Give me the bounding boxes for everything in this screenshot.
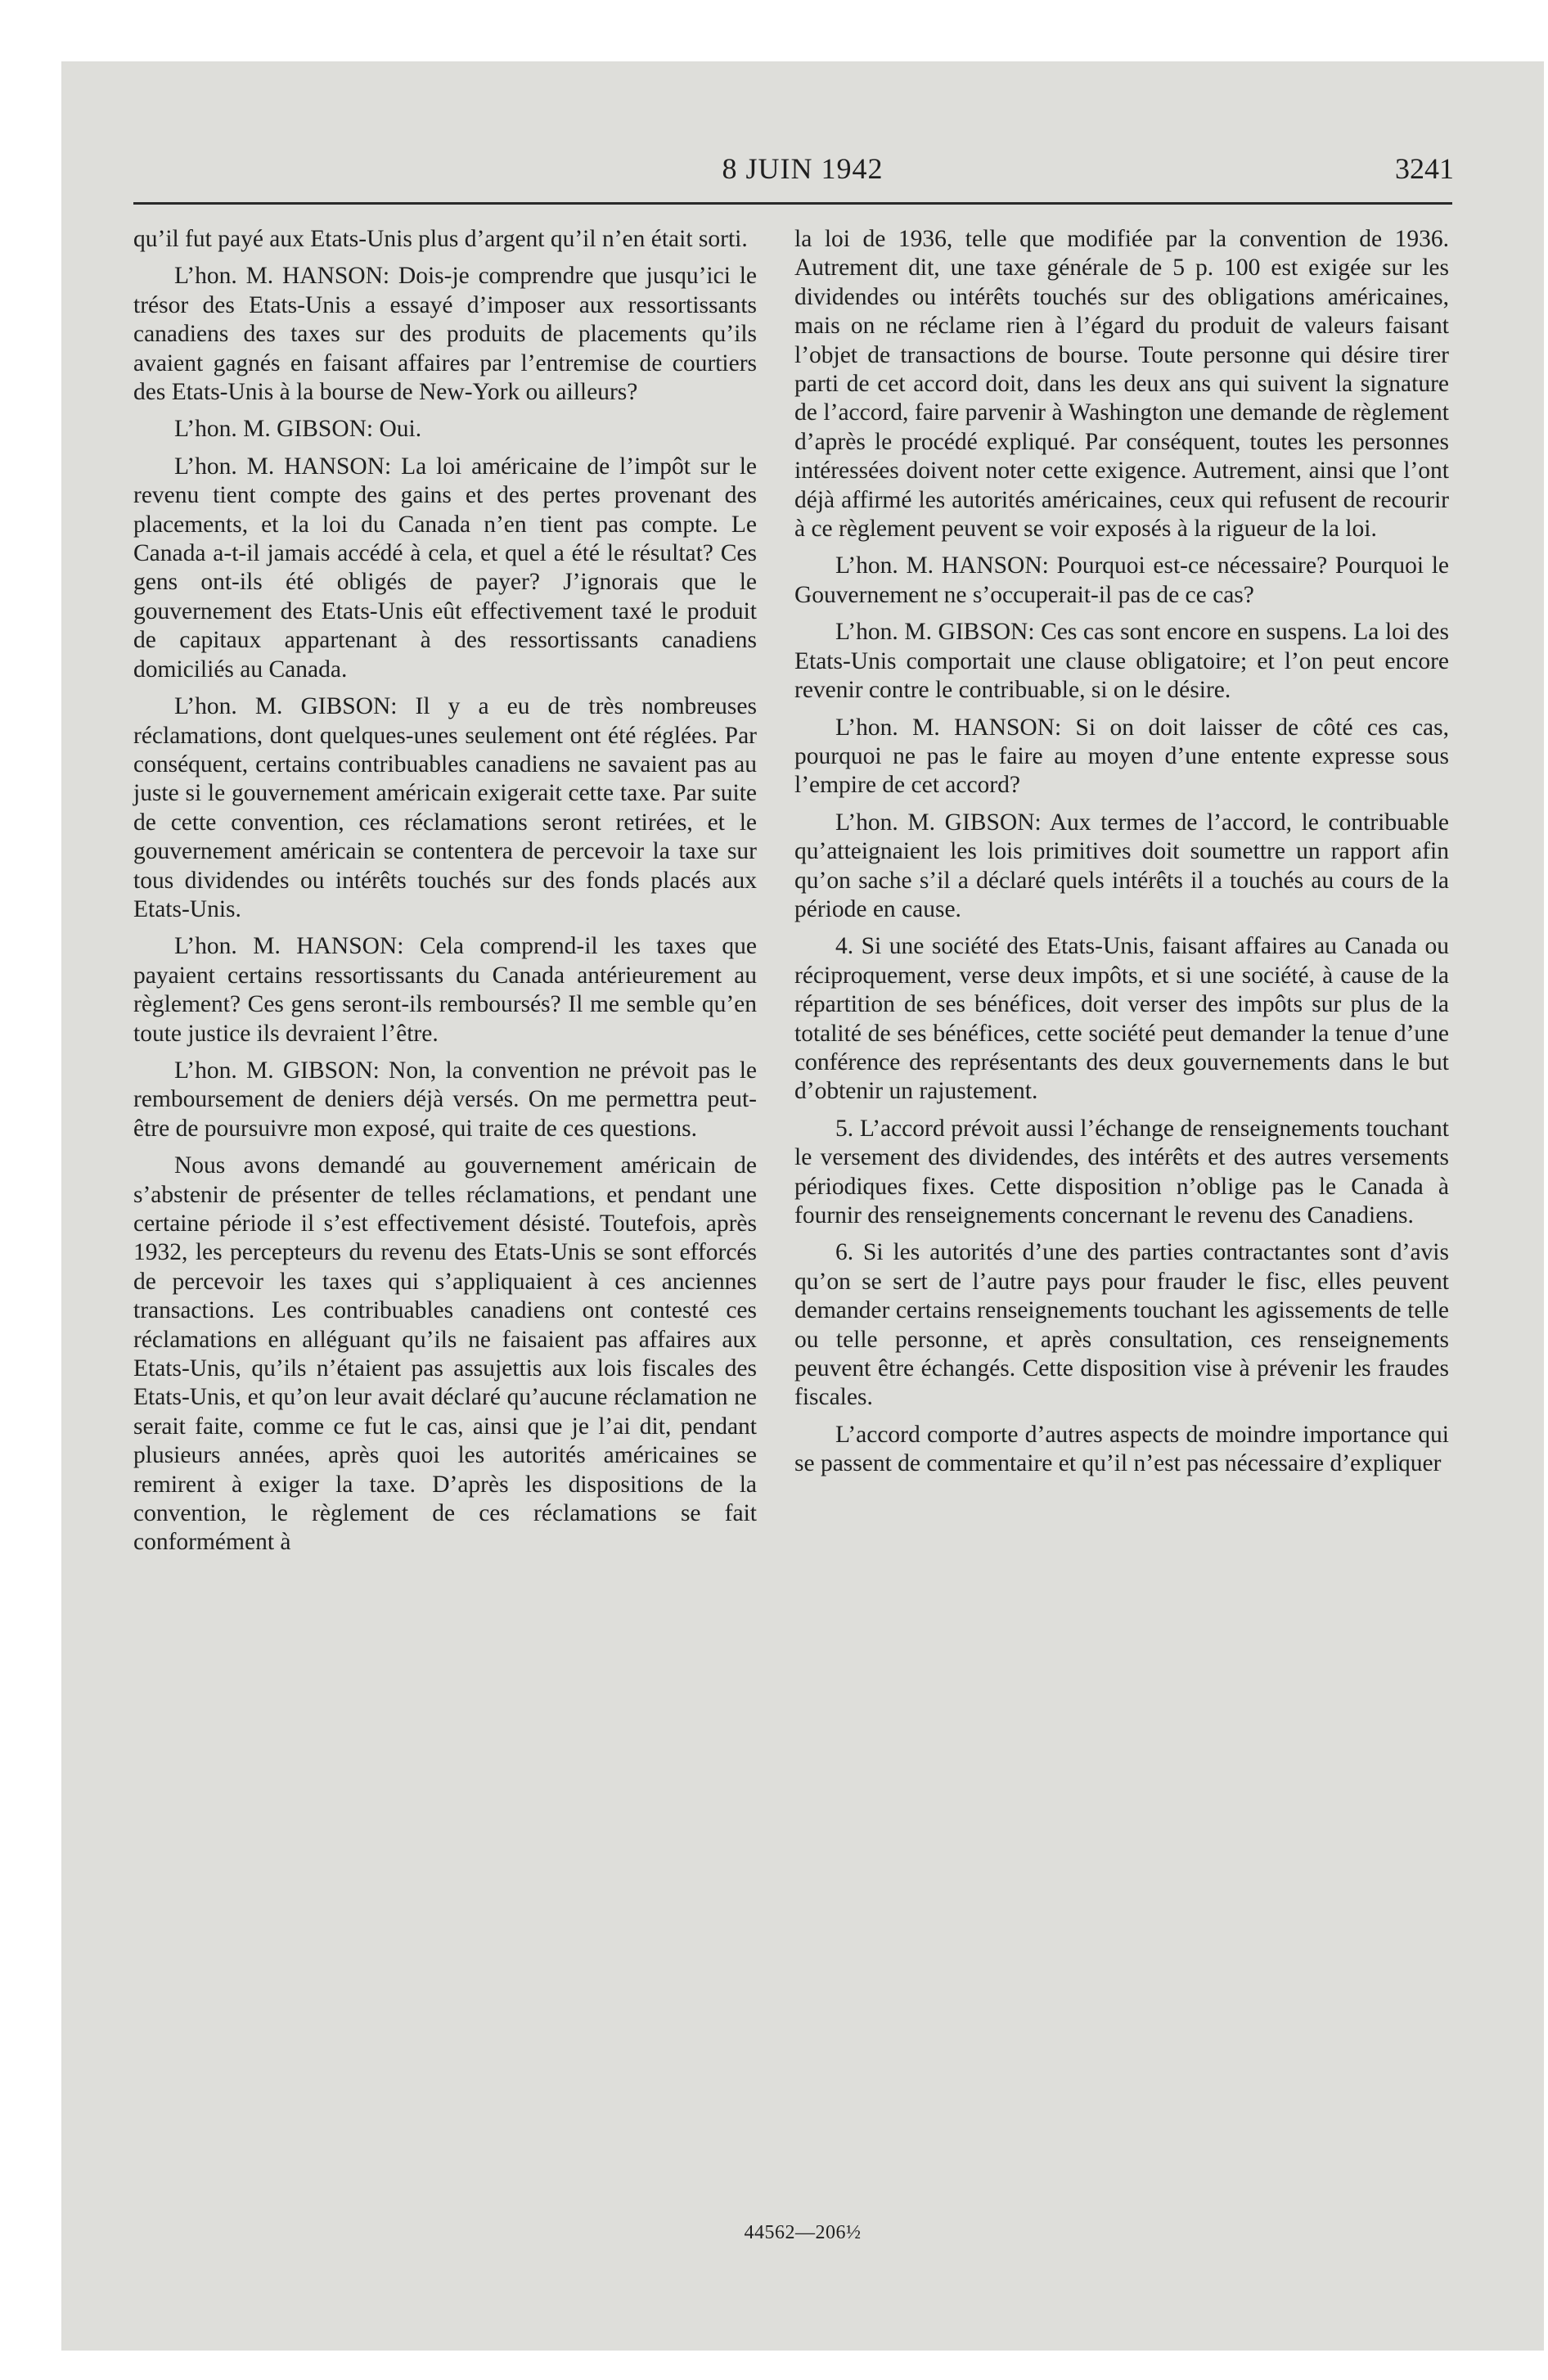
scanned-page: [61, 61, 1544, 2351]
paragraph: L’hon. M. HANSON: Cela comprend-il les taxes que payaient certains ressortissants du Canada antérieurement au règlement? Ces gens seront-ils remboursés? Il me semble qu’en toute justice ils devraient l’être.: [133, 933, 757, 1047]
right-column: [794, 225, 1449, 1487]
page-number: 3241: [1395, 152, 1454, 185]
page-date: 8 JUIN 1942: [722, 152, 884, 185]
paragraph: la loi de 1936, telle que modifiée par la convention de 1936. Autrement dit, une taxe générale de 5 p. 100 est exigée sur les dividendes ou intérêts touchés sur des obligations américaines, mais on ne réclame rien à l’égard du produit de valeurs faisant l’objet de transactions de bourse. Toute personne qui désire tirer parti de cet accord doit, dans les deux ans qui suivent la signature de l’accord, faire parvenir à Washington une demande de règlement d’après le procédé expliqué. Par conséquent, toutes les personnes intéressées doivent noter cette exigence. Autrement, ainsi que l’ont déjà affirmé les autorités américaines, ceux qui refusent de recourir à ce règlement peuvent se voir exposés à la rigueur de la loi.: [794, 226, 1449, 543]
paragraph: 5. L’accord prévoit aussi l’échange de renseignements touchant le versement des dividendes, des intérêts et des autres versements périodiques fixes. Cette disposition n’oblige pas le Canada à fournir des renseignements concernant le revenu des Canadiens.: [794, 1115, 1449, 1228]
paragraph: L’hon. M. GIBSON: Aux termes de l’accord, le contribuable qu’atteignaient les lois primitives doit soumettre un rapport afin qu’on sache s’il a déclaré quels intérêts il a touchés au cours de la période en cause.: [794, 809, 1449, 922]
paragraph: L’hon. M. HANSON: Pourquoi est-ce nécessaire? Pourquoi le Gouvernement ne s’occuperait-il pas de ce cas?: [794, 552, 1449, 608]
paragraph: L’hon. M. HANSON: Si on doit laisser de côté ces cas, pourquoi ne pas le faire au moyen d’une entente expresse sous l’empire de cet accord?: [794, 714, 1449, 799]
paragraph: L’hon. M. GIBSON: Ces cas sont encore en suspens. La loi des Etats-Unis comportait une clause obligatoire; et l’on peut encore revenir contre le contribuable, si on le désire.: [794, 619, 1449, 704]
page-header: [61, 151, 1544, 201]
paragraph: Nous avons demandé au gouvernement américain de s’abstenir de présenter de telles réclamations, et pendant une certaine période il s’est effectivement désisté. Toutefois, après 1932, les percepteurs du revenu des Etats-Unis se sont efforcés de percevoir les taxes qui s’appliquaient à ces anciennes transactions. Les contribuables canadiens ont contesté ces réclamations en alléguant qu’ils ne faisaient pas affaires aux Etats-Unis, qu’ils n’étaient pas assujettis aux lois fiscales des Etats-Unis, et qu’on leur avait déclaré qu’aucune réclamation ne serait faite, comme ce fut le cas, ainsi que je l’ai dit, pendant plusieurs années, après quoi les autorités américaines se remirent à exiger la taxe. D’après les dispositions de la convention, le règlement de ces réclamations se fait conformément à: [133, 1152, 757, 1556]
paragraph: L’hon. M. HANSON: Dois-je comprendre que jusqu’ici le trésor des Etats-Unis a essayé d’imposer aux ressortissants canadiens des taxes sur des produits de placements qu’ils avaient gagnés en faisant affaires par l’entremise de courtiers des Etats-Unis à la bourse de New-York ou ailleurs?: [133, 263, 757, 406]
paragraph: 4. Si une société des Etats-Unis, faisant affaires au Canada ou réciproquement, verse deux impôts, et si une société, à cause de la répartition de ses bénéfices, doit verser des impôts sur plus de la totalité de ses bénéfices, cette société peut demander la tenue d’une conférence des représentants des deux gouvernements dans le but d’obtenir un rajustement.: [794, 933, 1449, 1105]
signature-mark: 44562—206½: [744, 2222, 862, 2243]
paragraph: L’accord comporte d’autres aspects de moindre importance qui se passent de commentaire et qu’il n’est pas nécessaire d’expliquer: [794, 1421, 1449, 1477]
left-column: [133, 225, 757, 1566]
paragraph: L’hon. M. GIBSON: Il y a eu de très nombreuses réclamations, dont quelques-unes seulement ont été réglées. Par conséquent, certains contribuables canadiens ne savaient pas au juste si le gouvernement américain exigerait cette taxe. Par suite de cette convention, ces réclamations seront retirées, et le gouvernement américain se contentera de percevoir la taxe sur tous dividendes ou intérêts touchés sur des fonds placés aux Etats-Unis.: [133, 693, 757, 922]
paragraph: qu’il fut payé aux Etats-Unis plus d’argent qu’il n’en était sorti.: [133, 226, 748, 252]
header-rule: [133, 202, 1452, 205]
paragraph: L’hon. M. GIBSON: Oui.: [174, 416, 422, 443]
paragraph: L’hon. M. HANSON: La loi américaine de l’impôt sur le revenu tient compte des gains et des pertes provenant des placements, et la loi du Canada n’en tient pas compte. Le Canada a-t-il jamais accédé à cela, et quel a été le résultat? Ces gens ont-ils été obligés de payer? J’ignorais que le gouvernement des Etats-Unis eût effectivement taxé le produit de capitaux appartenant à des ressortissants canadiens domiciliés au Canada.: [133, 453, 757, 683]
paragraph: L’hon. M. GIBSON: Non, la convention ne prévoit pas le remboursement de deniers déjà versés. On me permettra peut-être de poursuivre mon exposé, qui traite de ces questions.: [133, 1057, 757, 1142]
paragraph: 6. Si les autorités d’une des parties contractantes sont d’avis qu’on se sert de l’autre pays pour frauder le fisc, elles peuvent demander certains renseignements touchant les agissements de telle ou telle personne, et après consultation, ces renseignements peuvent être échangés. Cette disposition vise à prévenir les fraudes fiscales.: [794, 1239, 1449, 1411]
